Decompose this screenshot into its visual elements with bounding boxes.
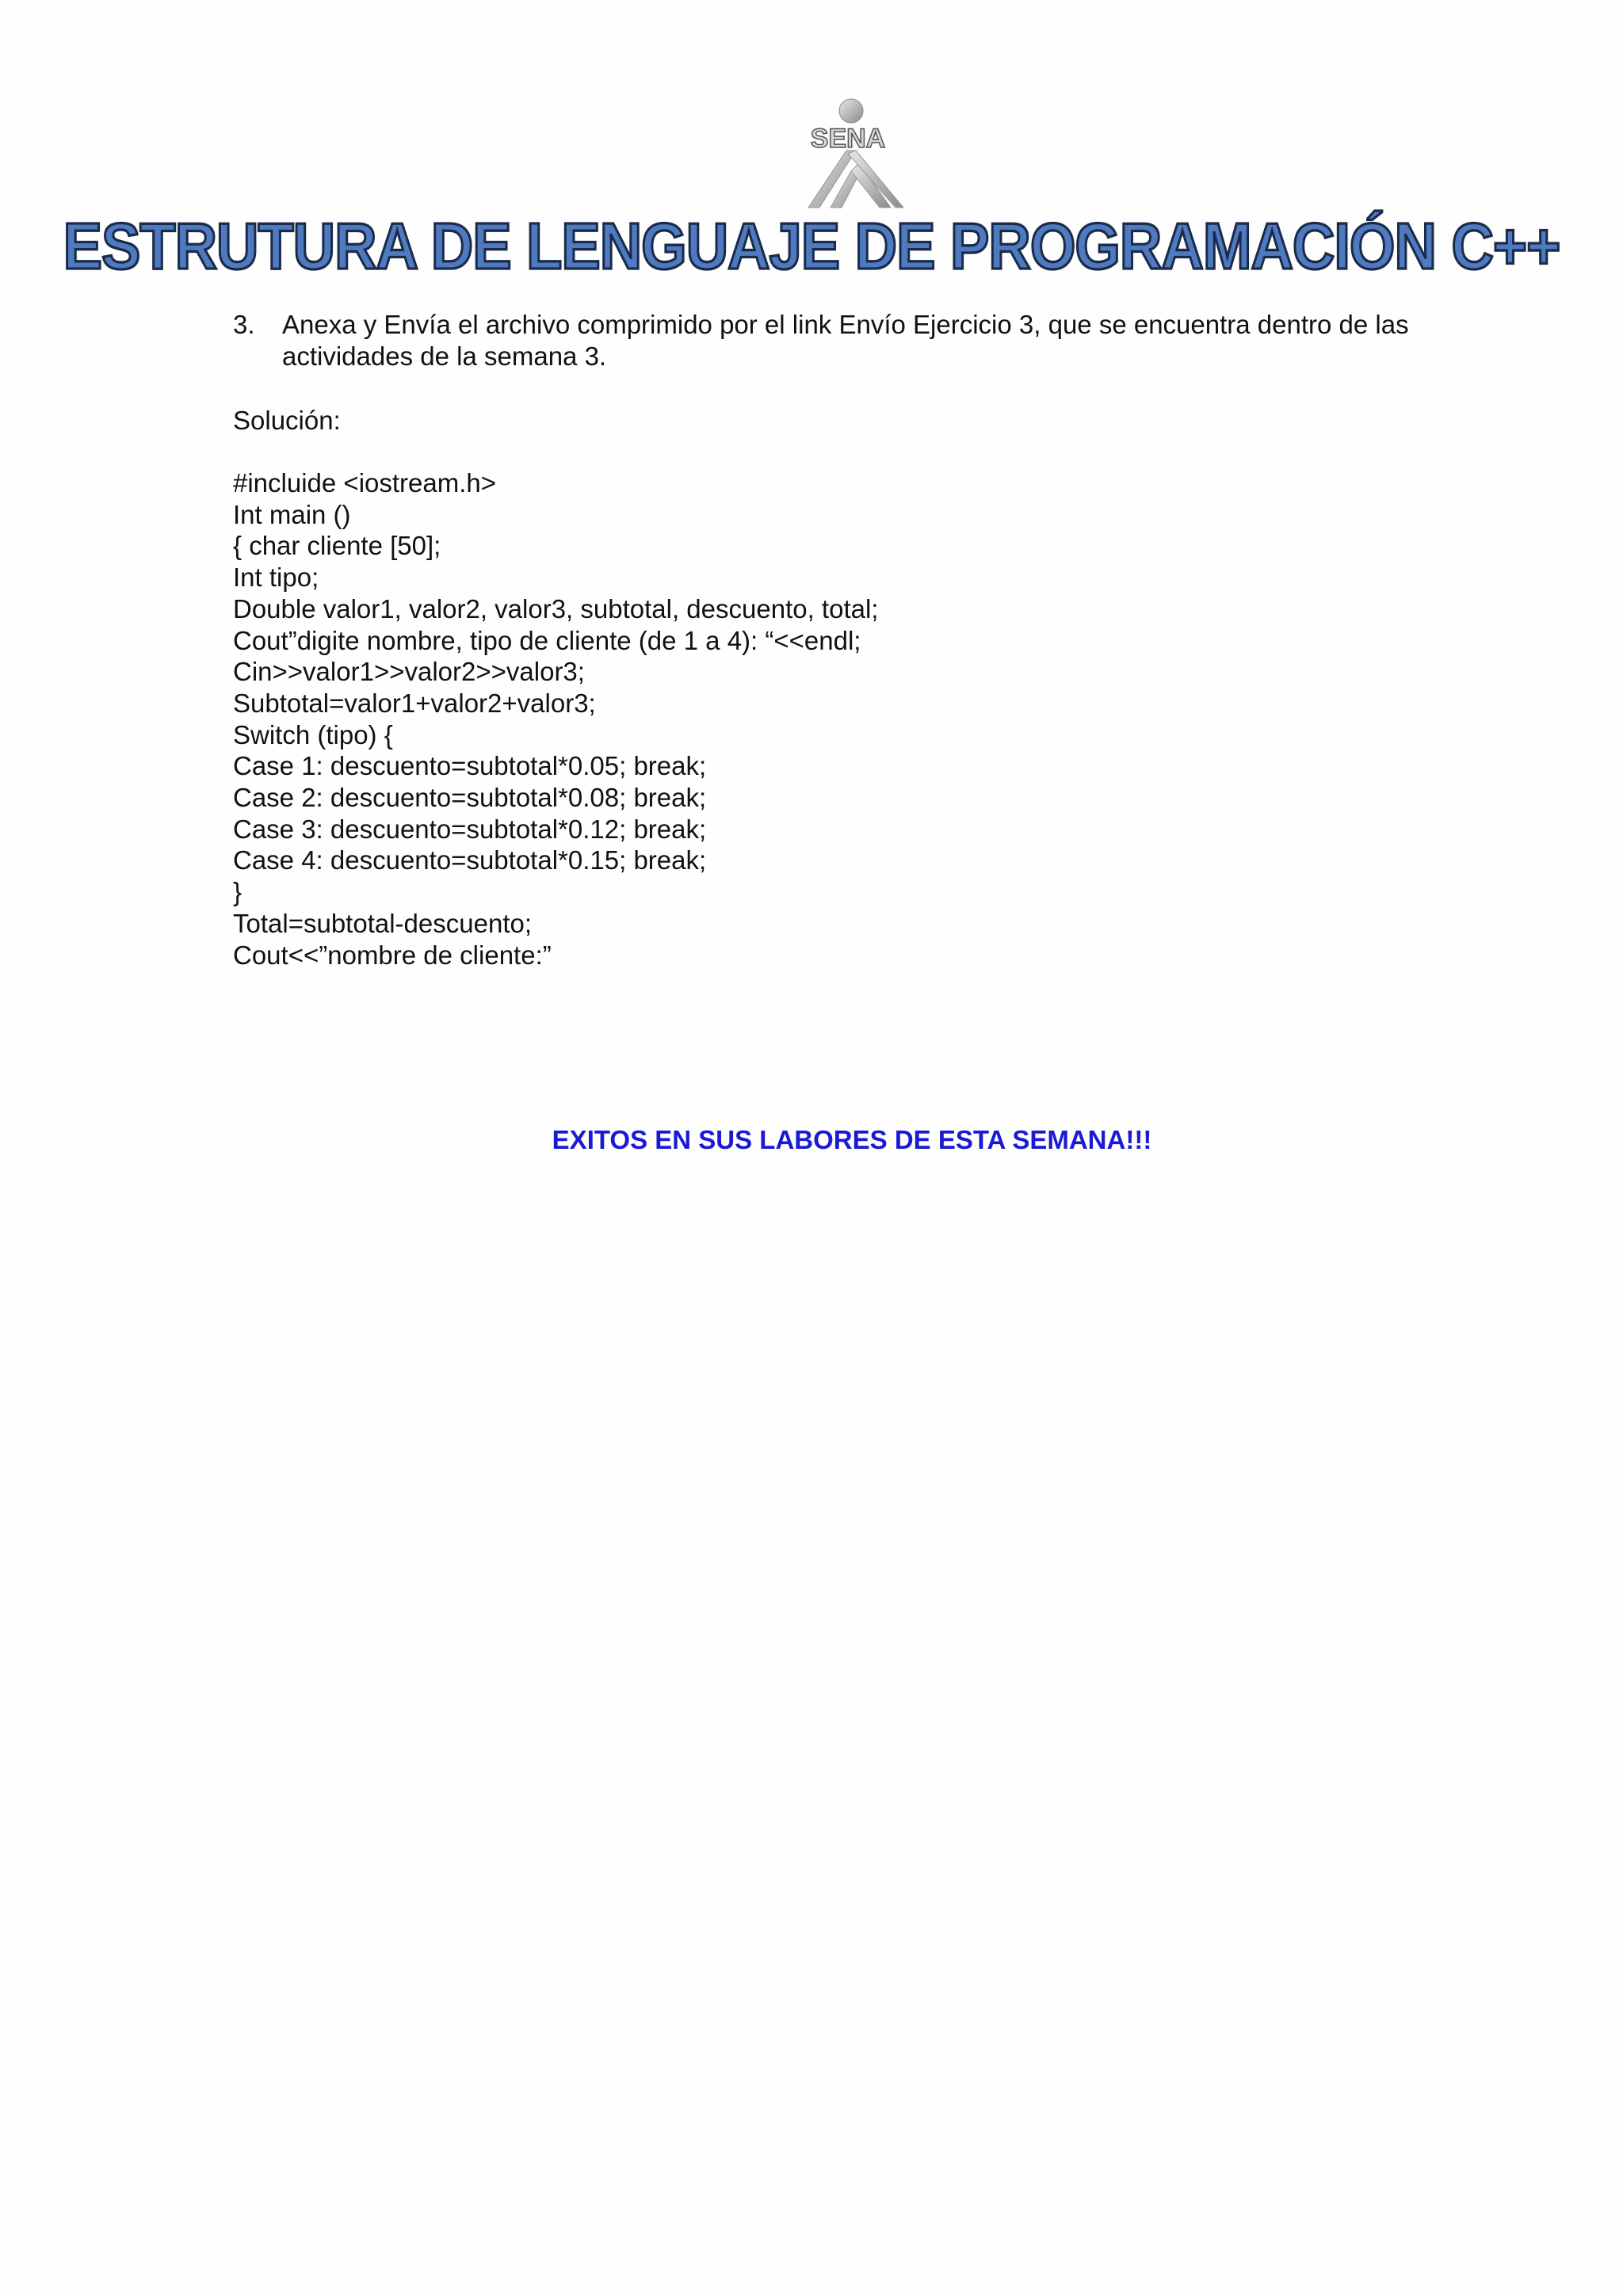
closing-message: EXITOS EN SUS LABORES DE ESTA SEMANA!!! xyxy=(552,1125,1152,1154)
code-line: Case 3: descuento=subtotal*0.12; break; xyxy=(233,814,707,844)
code-line: Cout<<”nombre de cliente:” xyxy=(233,940,552,970)
code-line: Double valor1, valor2, valor3, subtotal, descuento, total; xyxy=(233,593,879,624)
instruction-item xyxy=(233,309,1485,380)
code-line: Subtotal=valor1+valor2+valor3; xyxy=(233,688,596,718)
code-line: Int tipo; xyxy=(233,563,319,593)
code-line: #incluide <iostream.h> xyxy=(233,468,497,498)
code-line: Int main () xyxy=(233,499,351,529)
code-block xyxy=(233,467,878,971)
code-line: } xyxy=(233,877,242,907)
sena-logo xyxy=(785,95,911,214)
instruction-number: 3. xyxy=(233,310,255,339)
code-line: Cout”digite nombre, tipo de cliente (de 1 a 4): “<<endl; xyxy=(233,625,861,655)
instruction-text: Anexa y Envía el archivo comprimido por el link Envío Ejercicio 3, que se encuentra dentro de las actividades de la semana 3. xyxy=(282,310,1409,371)
solution-label: Solución: xyxy=(233,406,341,435)
code-line: Total=subtotal-descuento; xyxy=(233,908,533,938)
logo-lettering: SENA xyxy=(810,124,886,154)
code-line: Case 1: descuento=subtotal*0.05; break; xyxy=(233,751,707,781)
document-title: ESTRUTURA DE LENGUAJE DE PROGRAMACIÓN C++ xyxy=(63,209,1560,283)
code-line: { char cliente [50]; xyxy=(233,531,441,561)
code-line: Switch (tipo) { xyxy=(233,719,393,749)
code-line: Case 4: descuento=subtotal*0.15; break; xyxy=(233,845,707,875)
code-line: Cin>>valor1>>valor2>>valor3; xyxy=(233,657,585,687)
code-line: Case 2: descuento=subtotal*0.08; break; xyxy=(233,783,707,813)
